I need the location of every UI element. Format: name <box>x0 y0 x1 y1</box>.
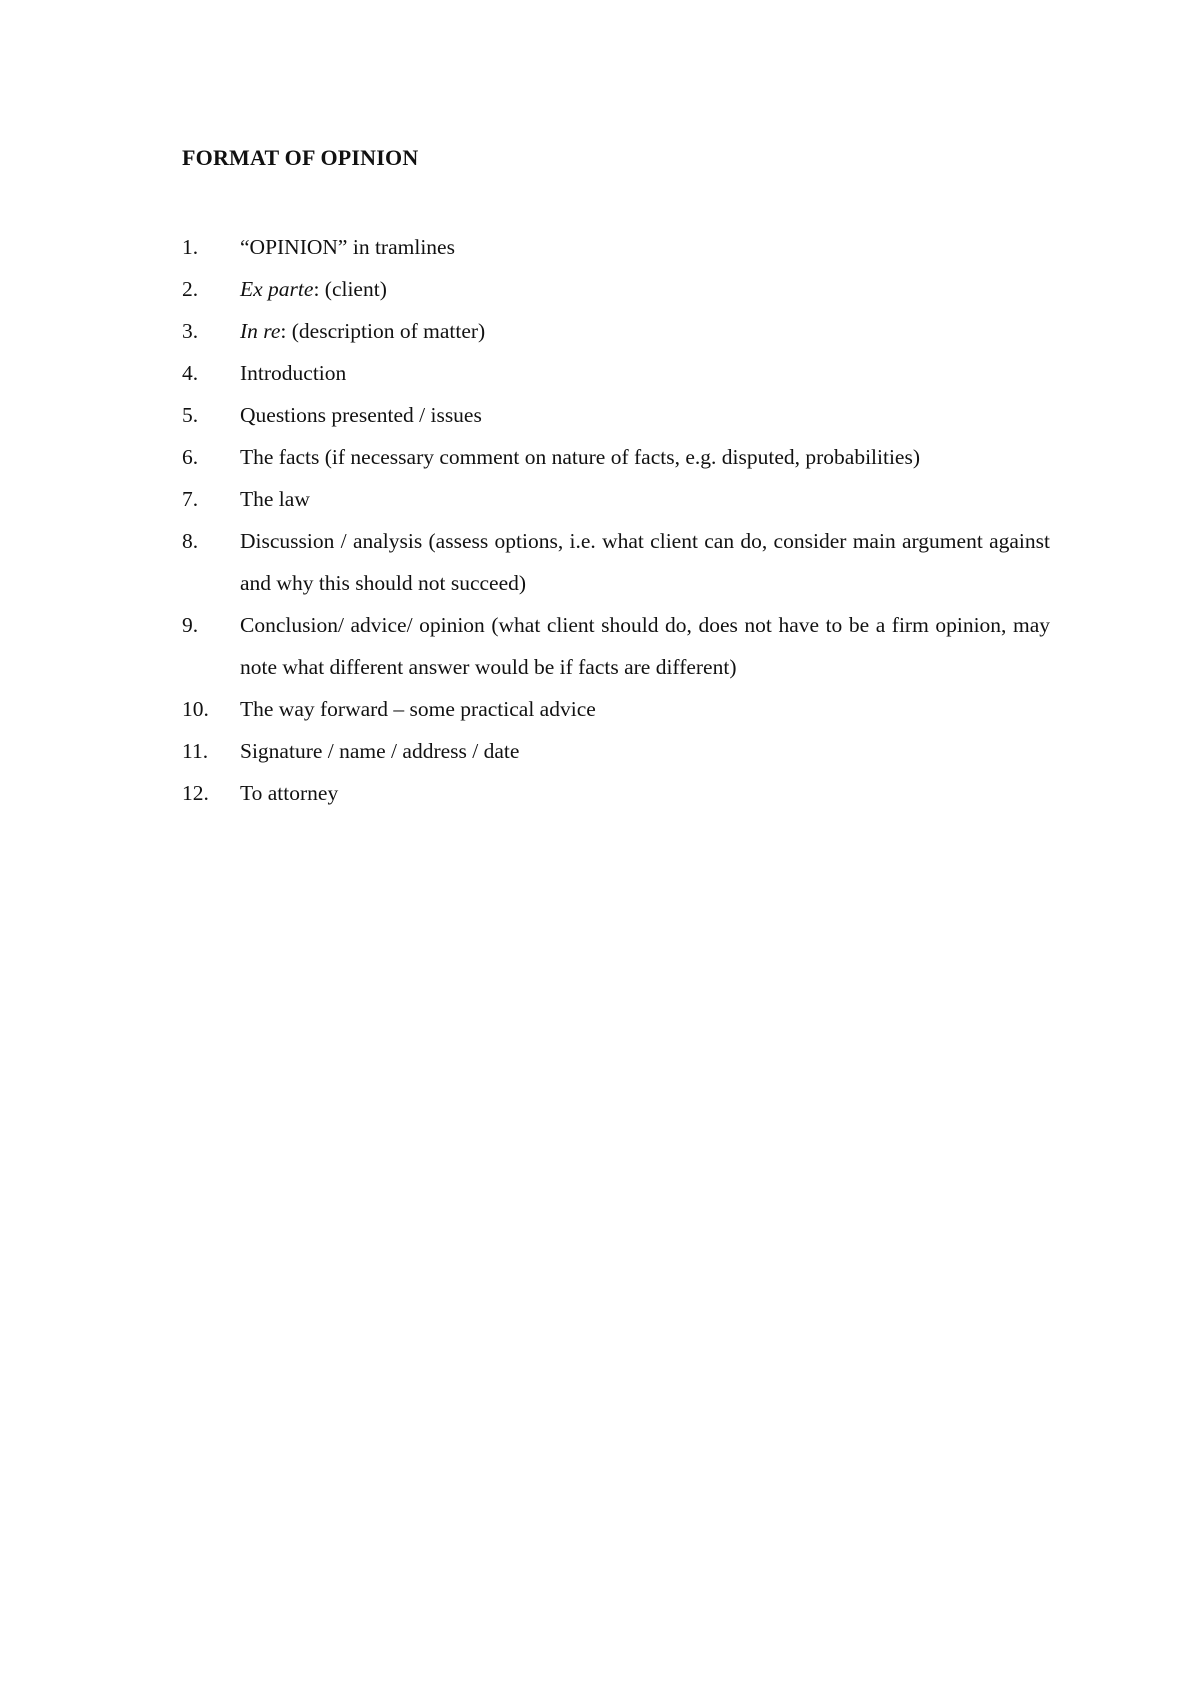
item-number: 3. <box>182 319 199 343</box>
item-text: To attorney <box>240 781 339 805</box>
list-item <box>182 268 1050 310</box>
item-text: “OPINION” in tramlines <box>240 235 455 259</box>
item-number: 2. <box>182 277 199 301</box>
item-number: 9. <box>182 613 199 637</box>
item-text: Questions presented / issues <box>240 403 482 427</box>
item-number: 7. <box>182 487 199 511</box>
list-item <box>182 478 1050 520</box>
list-item <box>182 436 1050 478</box>
item-text: The way forward – some practical advice <box>240 697 596 721</box>
list-item <box>182 520 1050 604</box>
list-item <box>182 688 1050 730</box>
item-number: 12. <box>182 781 209 805</box>
item-number: 6. <box>182 445 199 469</box>
item-text-wrapper <box>240 310 1050 352</box>
list-item <box>182 352 1050 394</box>
item-number: 10. <box>182 697 209 721</box>
item-italic-term: Ex parte <box>240 277 314 301</box>
item-number: 4. <box>182 361 199 385</box>
item-text-wrapper <box>240 268 1050 310</box>
document-title: FORMAT OF OPINION <box>182 145 419 170</box>
item-number: 5. <box>182 403 199 427</box>
item-text: Introduction <box>240 361 347 385</box>
opinion-format-list <box>182 226 1050 814</box>
item-number: 1. <box>182 235 199 259</box>
item-text: : (description of matter) <box>280 319 486 343</box>
item-text: The law <box>240 487 310 511</box>
item-text: The facts (if necessary comment on nature of facts, e.g. disputed, probabilities) <box>240 445 921 469</box>
list-item <box>182 772 1050 814</box>
item-italic-term: In re <box>240 319 281 343</box>
list-item <box>182 226 1050 268</box>
item-text: Signature / name / address / date <box>240 739 520 763</box>
list-item <box>182 604 1050 688</box>
list-item <box>182 394 1050 436</box>
item-text: Conclusion/ advice/ opinion (what client should do, does not have to be a firm opinion, may note what different answer would be if facts are different) <box>240 613 1050 679</box>
list-item <box>182 310 1050 352</box>
list-item <box>182 730 1050 772</box>
item-number: 11. <box>182 739 209 763</box>
item-number: 8. <box>182 529 199 553</box>
item-text: : (client) <box>313 277 387 301</box>
item-text: Discussion / analysis (assess options, i.e. what client can do, consider main argument against and why this should not succeed) <box>240 529 1050 595</box>
